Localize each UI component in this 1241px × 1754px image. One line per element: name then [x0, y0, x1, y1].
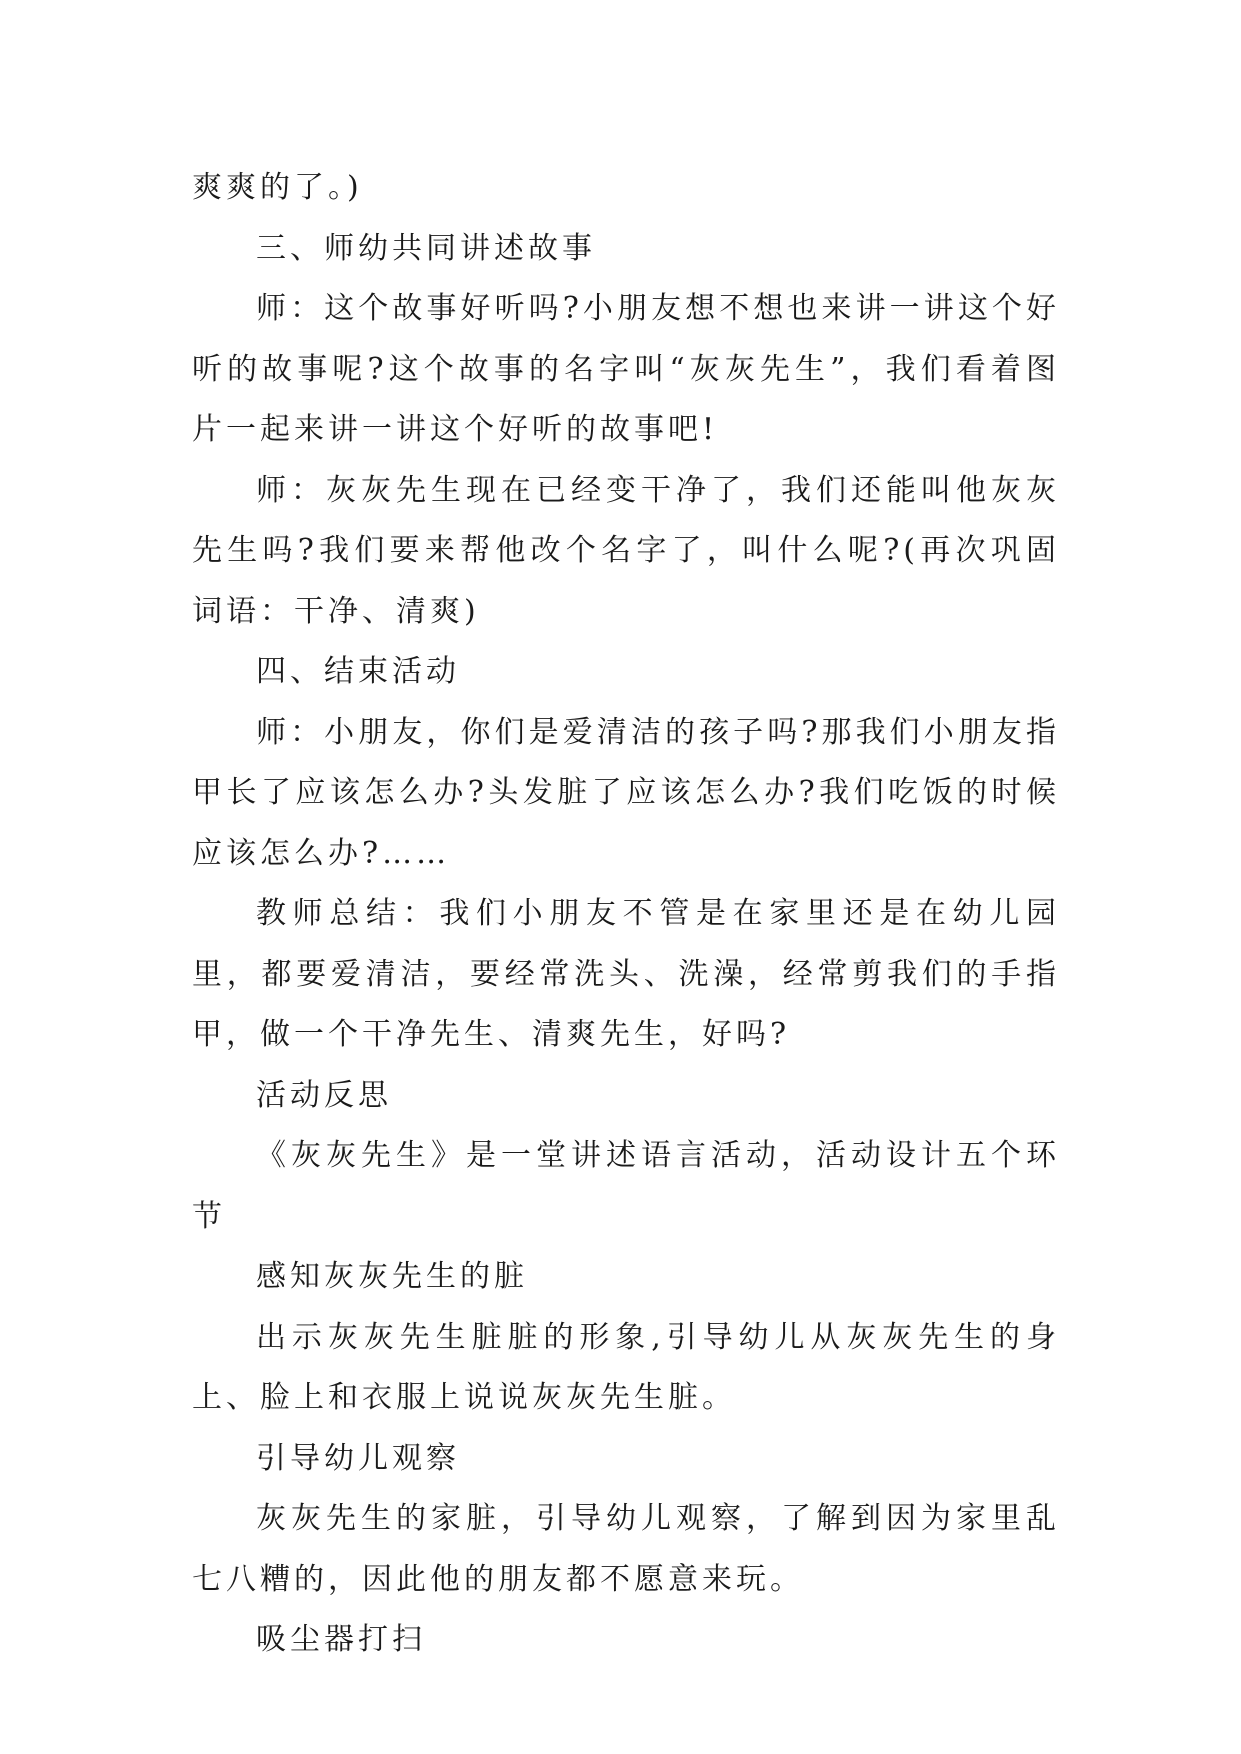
- paragraph-continuation: 爽爽的了。): [192, 170, 363, 205]
- document-body: [192, 158, 1060, 1671]
- paragraph: 灰灰先生的家脏，引导幼儿观察，了解到因为家里乱七八糟的，因此他的朋友都不愿意来玩。: [192, 1501, 1060, 1597]
- paragraph: 教师总结：我们小朋友不管是在家里还是在幼儿园里，都要爱清洁，要经常洗头、洗澡，经常剪我们的手指甲，做一个干净先生、清爽先生，好吗?: [192, 896, 1060, 1052]
- section-heading-reflection: 活动反思: [256, 1077, 392, 1113]
- step-heading: 吸尘器打扫: [256, 1622, 426, 1657]
- step-heading: 感知灰灰先生的脏: [256, 1259, 528, 1294]
- paragraph: 出示灰灰先生脏脏的形象,引导幼儿从灰灰先生的身上、脸上和衣服上说说灰灰先生脏。: [192, 1319, 1060, 1415]
- paragraph: 《灰灰先生》是一堂讲述语言活动，活动设计五个环节: [192, 1138, 1060, 1234]
- step-heading: 引导幼儿观察: [256, 1440, 460, 1476]
- paragraph: 师：灰灰先生现在已经变干净了，我们还能叫他灰灰先生吗?我们要来帮他改个名字了，叫什么呢?(再次巩固词语：干净、清爽): [192, 472, 1060, 629]
- section-heading-3: 三、师幼共同讲述故事: [256, 230, 596, 266]
- paragraph: 师：小朋友，你们是爱清洁的孩子吗?那我们小朋友指甲长了应该怎么办?头发脏了应该怎么办?我们吃饭的时候应该怎么办?……: [192, 714, 1060, 871]
- section-heading-4: 四、结束活动: [256, 654, 460, 689]
- paragraph: 师：这个故事好听吗?小朋友想不想也来讲一讲这个好听的故事呢?这个故事的名字叫“灰灰先生”，我们看着图片一起来讲一讲这个好听的故事吧!: [192, 291, 1060, 447]
